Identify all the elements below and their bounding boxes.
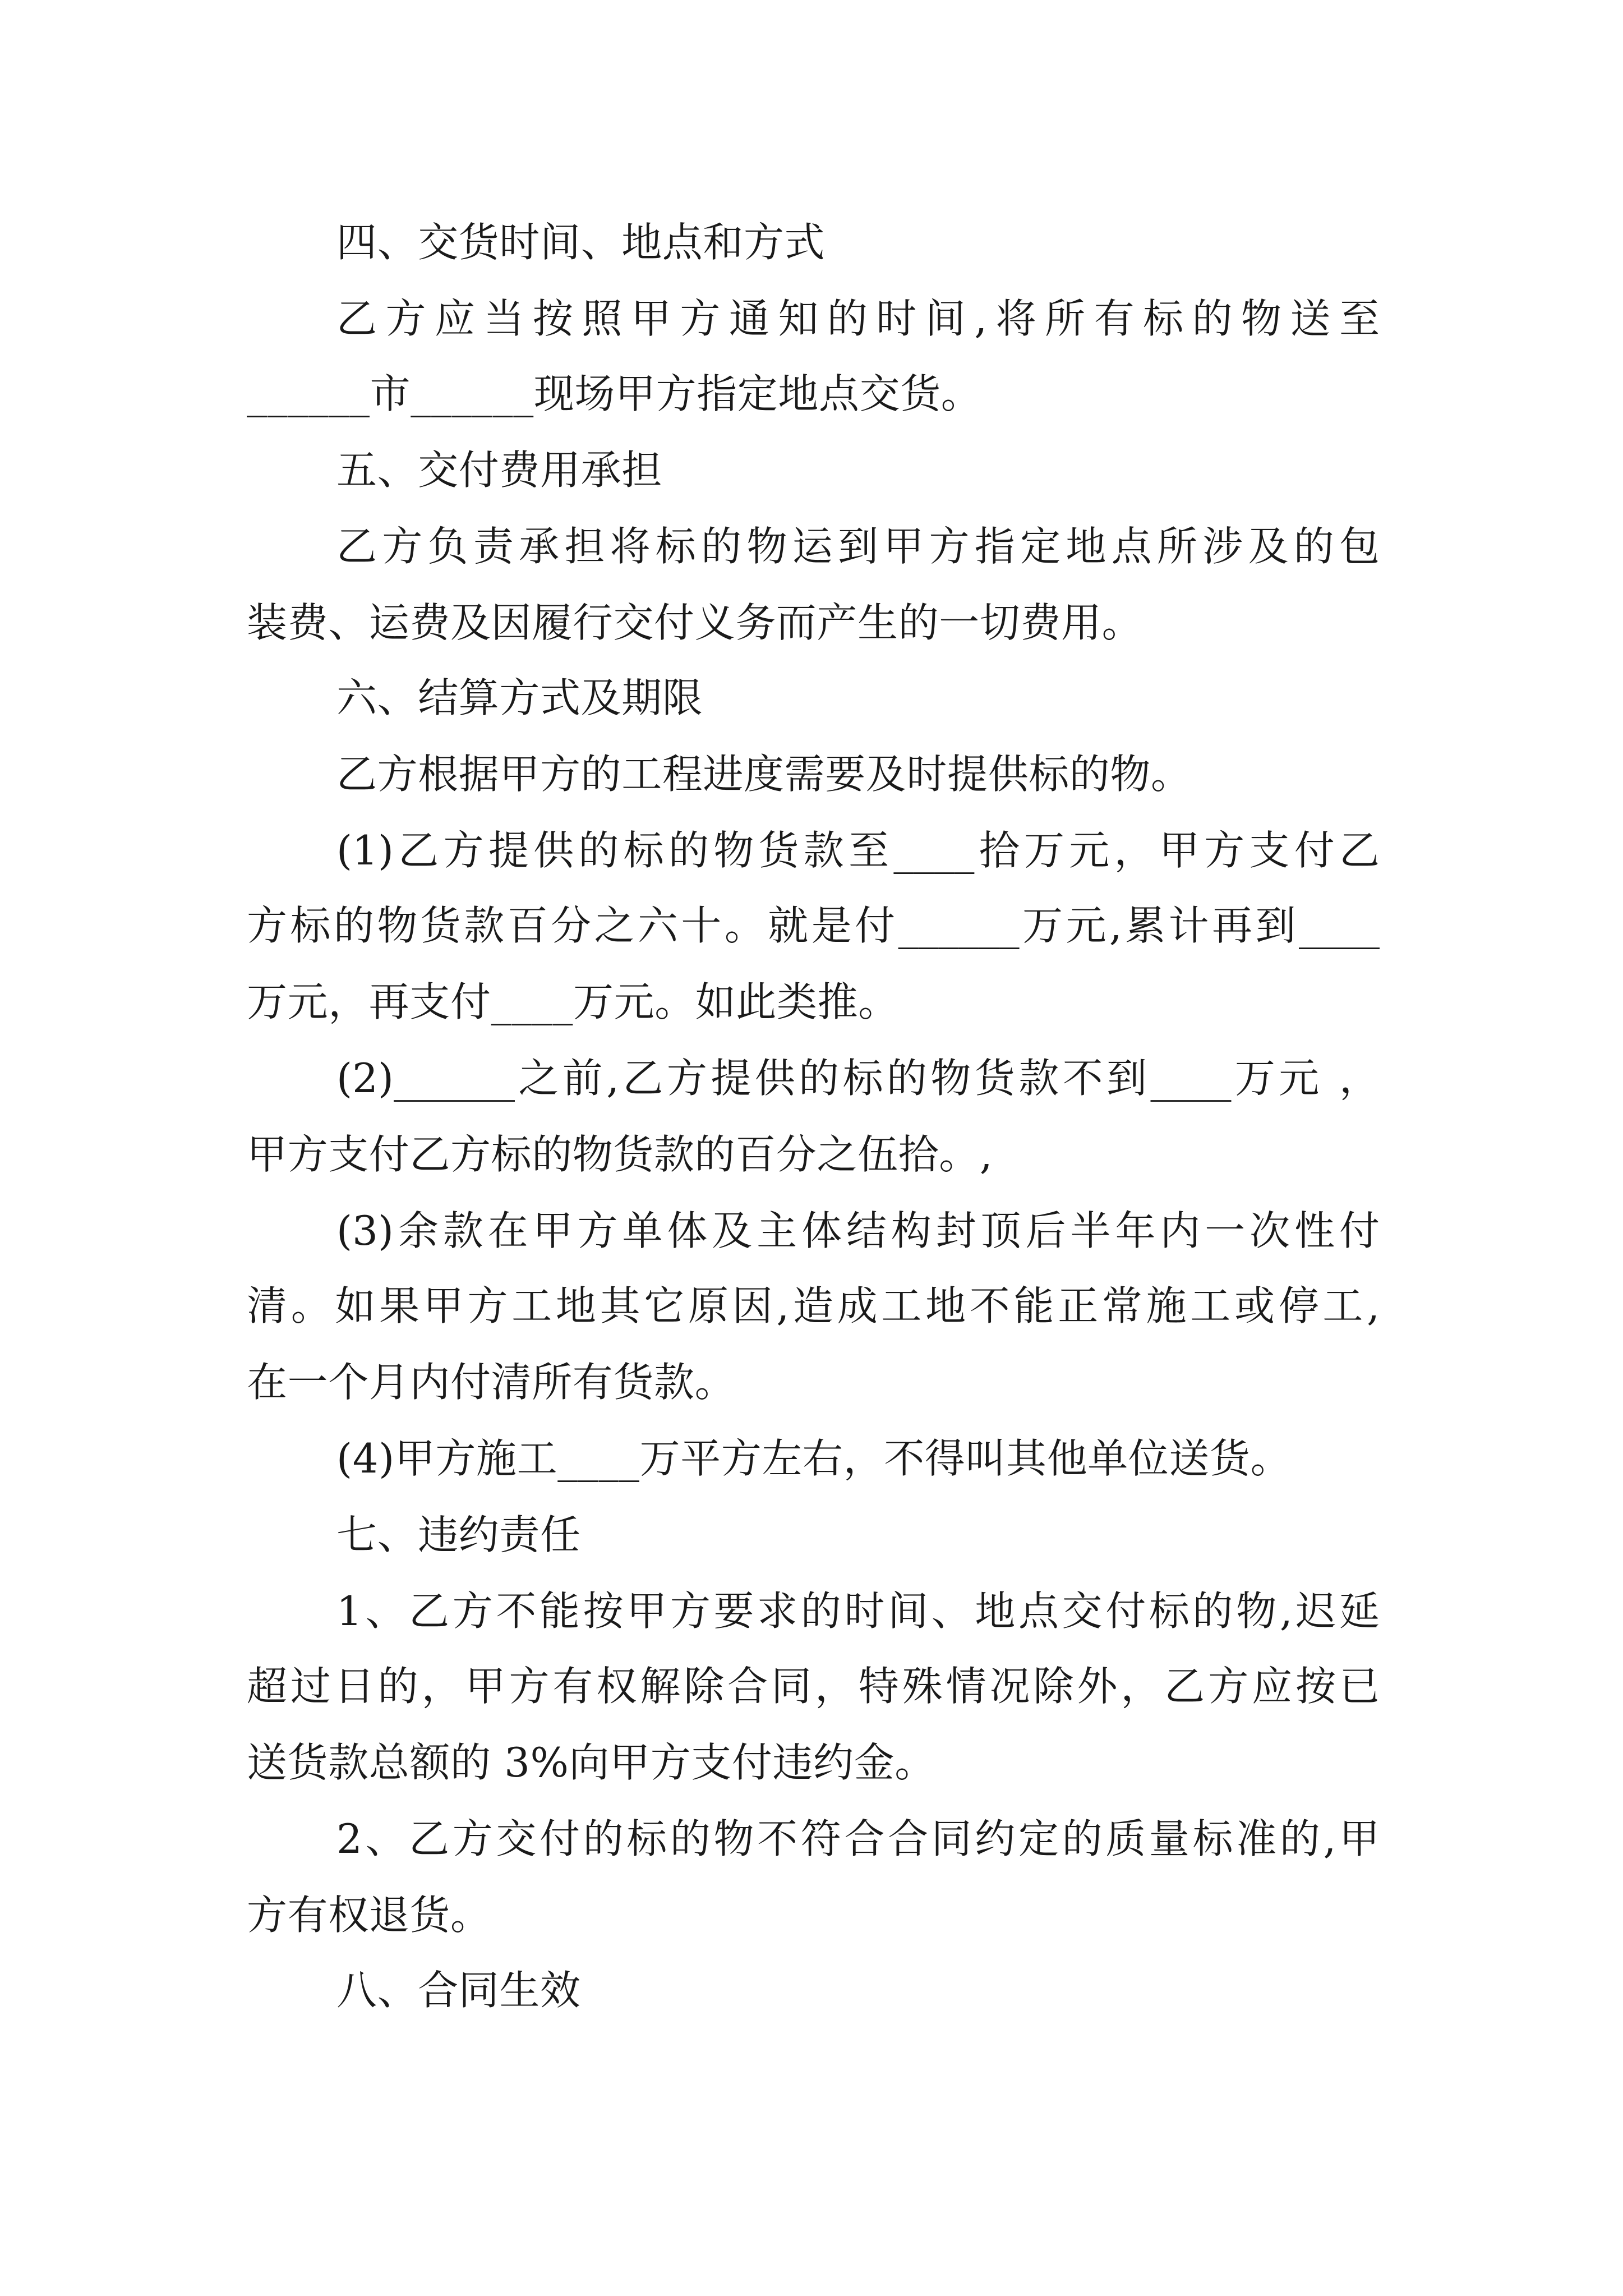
paragraph-line: 送货款总额的 3%向甲方支付违约金。	[247, 1739, 935, 1786]
paragraph-line: 方标的物货款百分之六十。就是付______万元,累计再到____	[247, 902, 1380, 949]
paragraph-line: 在一个月内付清所有货款。	[247, 1359, 736, 1406]
paragraph-line: 方有权退货。	[247, 1892, 491, 1939]
section-heading-settlement: 六、结算方式及期限	[336, 674, 703, 721]
section-heading-costs: 五、交付费用承担	[336, 447, 662, 494]
section-heading-effectiveness: 八、合同生效	[336, 1967, 581, 2014]
section-heading-delivery: 四、交货时间、地点和方式	[336, 219, 826, 266]
paragraph-line: 乙方根据甲方的工程进度需要及时提供标的物。	[336, 751, 1192, 798]
paragraph-line: 2、乙方交付的标的物不符合合同约定的质量标准的,甲	[336, 1815, 1380, 1862]
paragraph-line: (2)______之前,乙方提供的标的物货款不到____万元 ，	[336, 1055, 1380, 1102]
paragraph-line: 万元，再支付____万元。如此类推。	[247, 978, 899, 1025]
paragraph-line: 超过日的，甲方有权解除合同，特殊情况除外，乙方应按已	[247, 1663, 1380, 1710]
paragraph-line: 装费、运费及因履行交付义务而产生的一切费用。	[247, 599, 1143, 646]
paragraph-line: 1、乙方不能按甲方要求的时间、地点交付标的物,迟延	[336, 1588, 1380, 1635]
section-heading-liability: 七、违约责任	[336, 1511, 581, 1558]
paragraph-line: (3)余款在甲方单体及主体结构封顶后半年内一次性付	[336, 1207, 1380, 1254]
paragraph-line: ______市______现场甲方指定地点交货。	[247, 370, 982, 417]
paragraph-line: 乙方应当按照甲方通知的时间,将所有标的物送至	[336, 295, 1380, 342]
paragraph-line: (4)甲方施工____万平方左右，不得叫其他单位送货。	[336, 1435, 1292, 1482]
paragraph-line: (1)乙方提供的标的物货款至____拾万元，甲方支付乙	[336, 827, 1380, 874]
paragraph-line: 乙方负责承担将标的物运到甲方指定地点所涉及的包	[336, 523, 1380, 570]
paragraph-line: 清。如果甲方工地其它原因,造成工地不能正常施工或停工,	[247, 1282, 1380, 1329]
paragraph-line: 甲方支付乙方标的物货款的百分之伍拾。,	[247, 1131, 993, 1178]
